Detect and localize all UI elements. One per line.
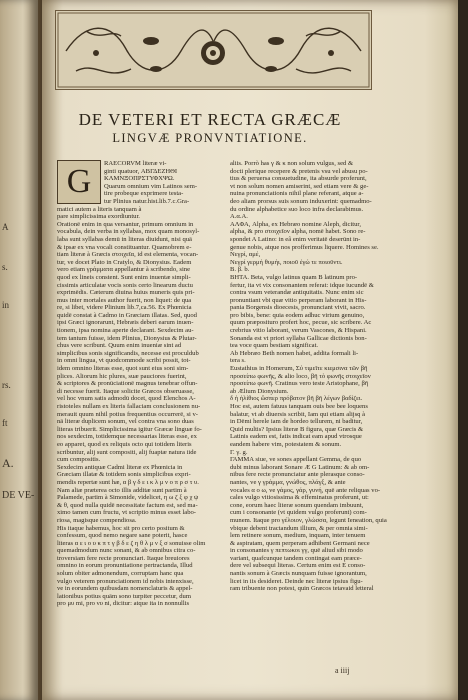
text-line: tur Plinius natur.hist.lib.7.c.Gra- xyxy=(104,197,190,205)
text-line: eo apparet, quod ex reliquis octo qui totidem literis xyxy=(57,440,192,448)
text-line: scribuntur, alij sunt compositi, alij fuaptæ natura iide xyxy=(57,448,197,456)
text-line: merauit quum nihil potius frequentius occurrerē, si v- xyxy=(57,410,198,418)
text-line: Orationē enim in qua versantur, primum omnium in xyxy=(57,220,194,228)
text-line: spondet A Latino: in eâ enim veritatē deserūnt in- xyxy=(230,235,361,243)
text-line: munem. Itaque pro γέλοιον, γλώσσα, legunt Ieneation, quia xyxy=(230,516,387,524)
text-line: tur, ve docet Plato in Cratylo, & Dionysius. Eadem xyxy=(57,258,192,266)
text-line: laba sunt syllabas demū in literas diuidunt, nisi quā xyxy=(57,235,192,243)
text-line: fertur, ita vt vix consonantem referat: idque iucundē & xyxy=(230,281,374,289)
text-line: eandem habere vim, potestatem & sonum. xyxy=(230,440,342,448)
text-line: omnino in eorum pronuntiatione pertractanda, Illud xyxy=(57,562,193,570)
text-line: Γ. γ. g. xyxy=(230,448,248,456)
text-line: ximo tamen cum fructu, vt scriptio minus esset labo- xyxy=(57,509,196,517)
text-line: ΑΛΦΑ, Alpha, ex Hebræo nomine Aleph, dicitur, xyxy=(230,220,361,228)
text-line: pare simplicissima exordiuntur. xyxy=(57,213,140,221)
text-line: lem retinere sonum, medium, inquam, inter tenuem xyxy=(230,532,366,540)
text-line: RAECORVM literæ vi- xyxy=(104,160,167,167)
text-line: vulgo veterem pronunciationem id nobis intenxisse, xyxy=(57,577,194,585)
text-line: ipsi Græci ignorarunt, Hebræis deberi earum inuen- xyxy=(57,319,194,327)
text-line: quidē constat à Cadmo in Græciam illatas. Sed, quod xyxy=(57,311,197,319)
text-line: Palamede, partim à Simonide, videlicet, η ω ζ ξ φ χ ψ xyxy=(57,494,199,502)
initial-letter: G xyxy=(66,163,92,200)
text-line: licet in iis desideret. Deinde nec literæ ipsius figu- xyxy=(230,577,363,585)
text-line: ve in eorundem quibusdam nomenclaturis & appel- xyxy=(57,585,193,593)
text-line: dere vel subsequi literas. Certum enim est E conso- xyxy=(230,562,366,570)
text-line: docti plerique recepere & pretenis vsu vel abusu po- xyxy=(230,167,368,175)
margin-text: s. xyxy=(2,262,8,272)
text-line: in consonantes γ πεπτωκοι γγ, quē aliud sibi modo xyxy=(230,547,363,555)
text-line: Quid multis? Ipsius literæ B figura, quæ Græcis & xyxy=(230,425,364,433)
text-line: in Dēmi herele iam de hordeo tellurem, ni baditur, xyxy=(230,418,363,426)
text-line: & scriptores & pronūciationē magnus tenebrar offun- xyxy=(57,380,198,388)
text-line: tire probeque exprimere testa- xyxy=(104,190,184,198)
text-line: & aspiratam, quem perperam adhibent Germani nece xyxy=(230,539,370,547)
text-line: literas tribuerit. Simplicissima igitur Græcæ linguæ fo- xyxy=(57,425,202,433)
text-column-left xyxy=(57,160,225,675)
text-line: riosa, magisque compendiosa. xyxy=(57,516,137,524)
text-line: Sexdecim antiquæ Cadmi literæ ex Phœnicia in xyxy=(57,463,183,471)
text-line: ginti quatuor, ΑΒΓΔΕΖΗΘΙ xyxy=(104,167,178,175)
text-line: Latinis eadem est, fatis indicat eam apud vtrosque xyxy=(230,433,362,441)
text-column-right xyxy=(230,160,398,675)
text-line: A.α.A. xyxy=(230,213,248,221)
text-line: variant, quafcunque tandem contingat eam præce- xyxy=(230,554,362,562)
text-line: quod ex lineis constent. Sunt enim inuentæ simpli- xyxy=(57,273,191,281)
text-line: in omni lingua, vt quodcommode scribi possit, tot- xyxy=(57,357,191,365)
text-line: ΓΑΜΜΑ siue, ve sones appellant Gemma, de quo xyxy=(230,456,362,464)
text-line: troversiam fere recte pronunciari. Itaque breuiores xyxy=(57,554,190,562)
text-line: aliis. Porrò has γ & κ non solum vulgus, sed & xyxy=(230,160,354,167)
text-line: exprimēdis. Cæterum diuina huius muneris quis pri- xyxy=(57,289,195,297)
text-line: Sonanda est vt priori syllaba Gallicae dictionis bon- xyxy=(230,334,367,342)
text-line: ab Ælium Dionysium. xyxy=(230,387,289,395)
text-line: Nam aliæ præterea octo illis additæ sunt partim à xyxy=(57,486,187,494)
text-line: mendis repertæ sunt hæ, α β γ δ ε ι κ λ μ ν ο π ρ σ τ υ. xyxy=(57,478,199,486)
text-line: mus inter mortales author fuerit, non liquet: de qua xyxy=(57,296,192,304)
text-line: tiam literæ à Græcis στοιχεῖα, id est elementa, vocan- xyxy=(57,251,199,259)
text-line: tea voce quam bestiam significat. xyxy=(230,342,319,350)
text-line: nos sexdecim, totidemque necessarias literas esse, ex xyxy=(57,433,197,441)
text-line: solum obiter admonendum, corruptam hanc qua xyxy=(57,570,184,578)
text-line: Νεγρί, αμέ, xyxy=(230,251,261,259)
margin-text: ft xyxy=(2,418,8,428)
chapter-title: DE VETERI ET RECTA GRÆCÆ xyxy=(78,110,342,129)
text-line: Hoc est, autem fatuus tanquam ouis bee bee loquens xyxy=(230,403,368,410)
text-line: crebrius vitio laborant, verum Vascones, & Hispani. xyxy=(230,327,367,335)
text-line: cales vulgo vitiosissima & effeminatus proferunt, ut: xyxy=(230,494,369,502)
text-line: vel hoc vnum satis admodū docet, quod Elenchos A- xyxy=(57,395,196,403)
chapter-subtitle: LINGVÆ PRONVNTIATIONE. xyxy=(112,131,308,145)
text-line: pania Borgensis dioecesis, pronunciant vivit, sacro. xyxy=(230,304,366,312)
text-line: vt non solum nomen amiserint, sed etiam vere & ge- xyxy=(230,182,369,190)
text-line: & θ, quod nulla quidē necessitate factum est, sed ma- xyxy=(57,501,198,509)
margin-text: rs. xyxy=(2,380,11,390)
text-line: confessum, quod nemo negare sane poterit, hasce xyxy=(57,532,188,540)
decorated-initial xyxy=(57,160,101,204)
text-line: tius & peruersa consuetudine, ita absurde proferunt, xyxy=(230,175,367,183)
text-line: re, si libet, videre Plinium lib.7,ca.56. Ex Phœnicia xyxy=(57,304,192,312)
text-line: vocabula, dein verba in syllabas, mox quam monosyl- xyxy=(57,228,200,236)
text-line: chus vere scribunt. Quum enim inueniæ sint ad xyxy=(57,342,182,350)
text-line: pronuntiant vbi quæ vitio perperam laborant in His- xyxy=(230,296,367,304)
text-line: dubi minus laborant Sonare Æ G Latinum: & ab om- xyxy=(230,463,370,471)
text-line: ram tribuente non potest, quin Græcos tetavaid letteral xyxy=(230,585,374,593)
text-line: simplicibus sonis significandis, necesse est proculdub xyxy=(57,349,199,357)
text-line: nibus fere recte pronunciatur ante plerasque conso- xyxy=(230,471,365,479)
text-line: idem omnino literas esse, quot sunt eius soni sim- xyxy=(57,365,189,373)
margin-text: A. xyxy=(2,456,14,470)
text-line: ΚΛΜΝΞΟΠΡΣΤΥΦΧΨΩ. xyxy=(104,175,175,183)
text-line: B. β. b. xyxy=(230,266,250,274)
text-line: lationibus potius quām sono turpiter peccetur, dum xyxy=(57,592,191,600)
text-line: ΒΗΤΑ. Beta, vulgo latinus quam B latinum pro- xyxy=(230,273,358,281)
left-facing-page xyxy=(0,0,38,700)
text-line: tionem, ipsa nomina aperte declarant. Sexdecim au- xyxy=(57,327,194,335)
text-line: & ipsæ ex vna vocali constituantur. Quamobrem e- xyxy=(57,243,192,251)
text-line: tera s. xyxy=(230,357,246,365)
text-line: plices. Aliorum hic plures, suæ pauciores fuerint, xyxy=(57,372,187,380)
text-line: matici autem a literis tanquam à xyxy=(57,205,142,213)
text-line: tem tantum fuisse, idem Plinius, Dionysius & Plutar- xyxy=(57,334,197,342)
text-line: ristoteles nullam ex literis fallaciam conclusionem nu- xyxy=(57,403,201,410)
text-line: quum præposituro profert hoc, pecue, sic scribere. Ac xyxy=(230,319,372,327)
text-line: quemadmodum nunc sonant, & ab omnibus citra co- xyxy=(57,547,196,555)
text-line: pro μυ mi, pro νυ ni, dicitur: atque ita in nonnullis xyxy=(57,600,190,608)
text-line: cissimis articulatæ vocis sonis certo linearum ductu xyxy=(57,281,193,289)
text-line: cone, eorum haec literæ sonum quendam imbuunt, xyxy=(230,501,364,509)
text-line: vero etiam γράμματα appellantur à scribendo, sine xyxy=(57,266,191,274)
text-line: nuina pronunciationis nihil plane referant, atque a- xyxy=(230,190,364,198)
column-body xyxy=(57,160,225,608)
text-line: balatur, vt ab diuersis scribit, Iam qui etiam alijsq à xyxy=(230,410,366,418)
text-line: Eustathius in Homerum, Σύ τιμεῖτε κιεμσινα τῶν βῆ xyxy=(230,365,368,373)
text-line: literas α ε ι ο υ κ π τ γ β δ ε ζ η θ λ μ ν ξ σ sonuisse olim xyxy=(57,539,206,547)
chapter-heading xyxy=(40,110,380,147)
text-line: genue nobis, atque nos profferimus liquere. Homines se. xyxy=(230,243,379,251)
text-line: nantis sonum à Græcis nunquam fuisse ignorantum, xyxy=(230,570,367,578)
text-line: cum compositis. xyxy=(57,456,101,464)
text-line: Ab Hebræo Beth nomen habet, addita formali li- xyxy=(230,349,359,357)
margin-text: A xyxy=(2,222,9,232)
text-line: pro bibis, bene: quia eodem adhuc virium genuino, xyxy=(230,311,365,319)
text-line: nā literæ duplicem sonum, vel contra vna sono duas xyxy=(57,418,194,426)
text-line: δ ἡ ἡλίθιος ὥσπερ πρόβατον βῆ βῆ λέγων βαδίζει. xyxy=(230,395,363,403)
signature-mark: a iiij xyxy=(335,666,350,675)
column-body xyxy=(230,160,398,593)
text-line: Græciam illatæ & totidem sonis simplicibus expri- xyxy=(57,471,191,479)
text-line: contra vsum veterandæ antiquitatis. Nunc enim sic xyxy=(230,289,364,297)
margin-text: in xyxy=(2,300,10,310)
text-line: vocales α ο ω, ve γάμος, γάρ, γυνή, quē ante reliquas vo- xyxy=(230,486,381,494)
decorative-headpiece xyxy=(55,10,372,90)
text-line: nantes, ve γ γράμμα, γνώθος, πλάγξ, & ante xyxy=(230,478,346,486)
text-line: προσείπω φωνῆ. Cratinus vero teste Aristophane, βῆ xyxy=(230,380,369,388)
text-line: cum i consonante (vt quidem vulgo proferunt) com- xyxy=(230,509,367,517)
text-line: Quarum omnium vim Latinos sem- xyxy=(104,182,198,190)
text-line: Νεγρί γερμή θυμήι, ποιοῦ ἐγώ τε ποιοῦντι. xyxy=(230,258,343,266)
text-line: alpha, & pro στοιχεῖον alpha, nomē habet. Sono re- xyxy=(230,228,366,236)
text-line: προσείπω φωνῆς, & alio loco, βῆ τὸ φωνῆς στοιχεῖον xyxy=(230,372,371,380)
margin-text: DE VE- xyxy=(2,490,35,501)
text-line: His itaque habemus, hoc sit pro certo positum & xyxy=(57,524,185,532)
text-line: vbique debent tractandum illium, & per omnia simi- xyxy=(230,524,368,532)
text-line: di necesse fuerit. Itaque solicite Græcos obseruasse, xyxy=(57,387,194,395)
text-line: du ordine alphabetice suo loco infra declarabimus. xyxy=(230,205,364,213)
text-line: deo aliam prorsus suis sonum induxerint: quemadmo- xyxy=(230,197,372,205)
